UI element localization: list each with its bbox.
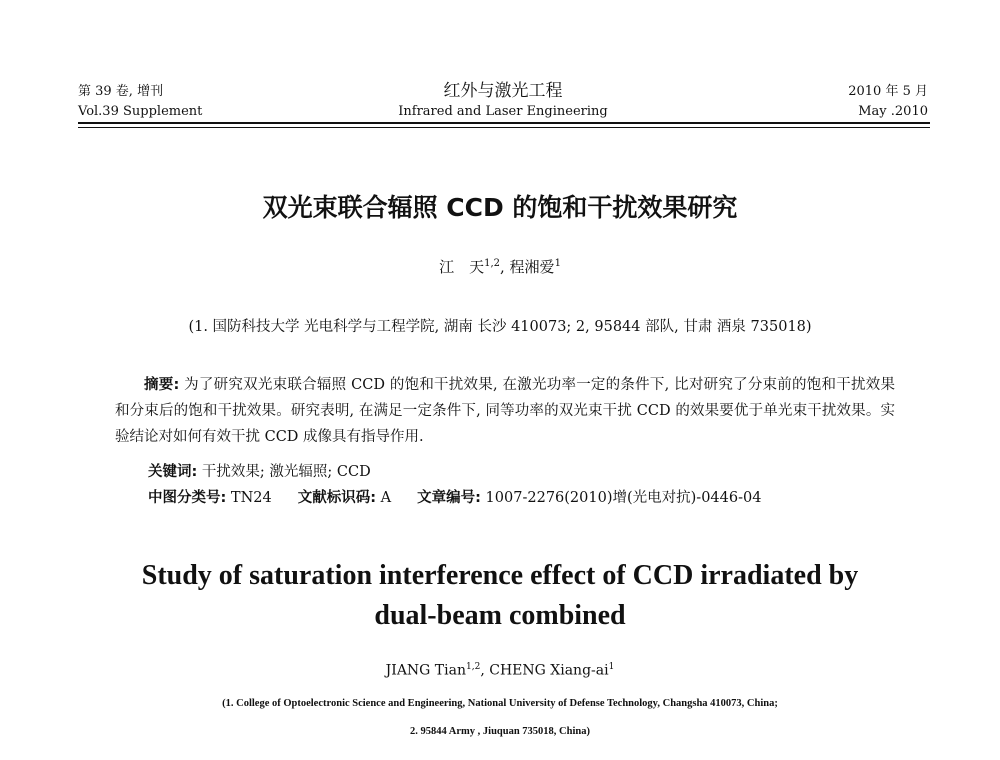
header-center — [78, 80, 928, 122]
abstract-label: 摘要: — [144, 377, 180, 393]
author-1-affil: 1,2 — [484, 258, 500, 269]
abstract-text: 为了研究双光束联合辐照 CCD 的饱和干扰效果, 在激光功率一定的条件下, 比对研究了分束前的饱和干扰效果和分束后的饱和干扰效果。研究表明, 在满足一定条件下, 同等功率的双光束干扰 CCD 的效果要优于单光束干扰效果。实验结论对如何有效干扰 CCD 成像具有指导作用. — [115, 377, 895, 445]
volume-cn: 第 39 卷, 增刊 — [78, 84, 164, 99]
author-2-name-en: CHENG Xiang-ai — [489, 662, 609, 679]
article-number-label: 文章编号: — [417, 490, 481, 506]
article-number-value: 1007-2276(2010)增(光电对抗)-0446-04 — [480, 490, 762, 506]
journal-name-en: Infrared and Laser Engineering — [398, 104, 608, 119]
journal-name-cn: 红外与激光工程 — [443, 81, 563, 101]
author-2-name: 程湘爱 — [509, 258, 555, 276]
clc-value: TN24 — [226, 490, 272, 506]
volume-en: Vol.39 Supplement — [78, 104, 203, 119]
abstract-chinese — [115, 372, 895, 450]
clc-label: 中图分类号: — [148, 490, 227, 506]
author-1-name-en: JIANG Tian — [385, 662, 466, 679]
doc-code-label: 文献标识码: — [297, 490, 377, 506]
title-english-line-1: Study of saturation interference effect of CCD irradiated by — [141, 560, 859, 591]
title-english-line-2: dual-beam combined — [374, 600, 626, 631]
authors-chinese — [0, 256, 1000, 277]
affiliation-chinese: (1. 国防科技大学 光电科学与工程学院, 湖南 长沙 410073; 2, 95844 部队, 甘肃 酒泉 735018) — [188, 319, 812, 335]
title-english — [0, 556, 1000, 636]
journal-header — [78, 78, 928, 124]
keywords-text: 干扰效果; 激光辐照; CCD — [197, 464, 371, 480]
authors-english — [0, 662, 1000, 679]
author-separator-en: , — [480, 662, 490, 679]
date-en: May .2010 — [858, 104, 928, 119]
author-1-name: 江 天 — [439, 258, 485, 276]
header-right — [848, 82, 928, 122]
title-chinese: 双光束联合辐照 CCD 的饱和干扰效果研究 — [262, 193, 738, 222]
header-rule-thin — [78, 127, 930, 128]
date-cn: 2010 年 5 月 — [848, 84, 928, 99]
doc-code-value: A — [376, 490, 392, 506]
header-rule-thick — [78, 122, 930, 124]
author-2-affil-en: 1 — [608, 662, 615, 672]
classification-line — [148, 486, 761, 507]
author-1-affil-en: 1,2 — [466, 662, 481, 672]
keywords-label: 关键词: — [148, 464, 198, 480]
affiliation-english-line-2: 2. 95844 Army , Jiuquan 735018, China) — [410, 726, 590, 737]
keywords-line — [148, 460, 371, 481]
author-separator: , — [499, 258, 505, 276]
affiliation-english-line-1: (1. College of Optoelectronic Science and Engineering, National University of Defense Technology, Changsha 410073, China; — [222, 698, 778, 709]
author-2-affil: 1 — [554, 258, 561, 269]
